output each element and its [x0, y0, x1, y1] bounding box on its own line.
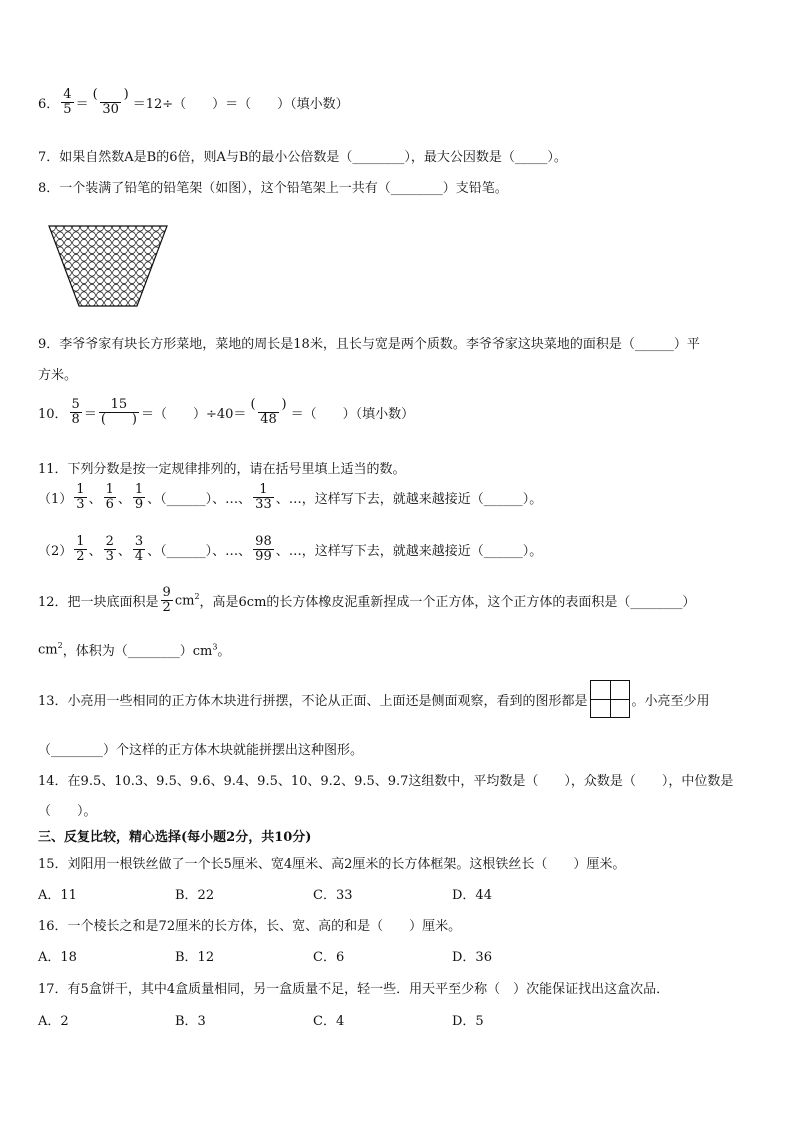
- question-14-line-1: 14．在9.5、10.3、9.5、9.6、9.4、9.5、10、9.2、9.5、9.7这组数中，平均数是（ ），众数是（ ），中位数是: [38, 774, 734, 789]
- q12-unit: $cm^2$: [174, 591, 200, 609]
- q10-fraction-2: $\frac{15}{( )}$: [100, 397, 137, 427]
- q13-post: 。小亮至少用: [631, 693, 710, 709]
- q11-2-frac-c: $\frac{3}{4}$: [134, 534, 144, 564]
- question-12-line-2: [38, 640, 230, 659]
- q10-equals: ＝: [83, 406, 97, 422]
- question-10: [38, 398, 414, 426]
- q15-option-b[interactable]: B．22: [175, 888, 215, 903]
- q11-2-frac-a: $\frac{1}{2}$: [76, 534, 85, 564]
- q11-2-rest: 、…，这样写下去，就越来越接近（______）。: [275, 543, 543, 559]
- question-14-line-2: （ ）。: [38, 804, 97, 819]
- q11-1-frac-c: $\frac{1}{9}$: [134, 482, 144, 512]
- question-7: 7．如果自然数A是B的6倍，则A与B的最小公倍数是（________），最大公因数是（_____）。: [38, 150, 567, 165]
- q16-option-d[interactable]: D．36: [452, 950, 492, 965]
- question-11: 11．下列分数是按一定规律排列的，请在括号里填上适当的数。: [38, 462, 406, 477]
- two-by-two-square-figure: [590, 680, 630, 718]
- q6-fraction-2: $\frac{( )}{30}$: [92, 87, 129, 117]
- question-9-line-1: 9．李爷爷家有块长方形菜地，菜地的周长是18米，且长与宽是两个质数。李爷爷家这块菜地的面积是（______）平: [38, 337, 700, 352]
- q10-number: 10．: [38, 406, 68, 422]
- q16-option-c[interactable]: C．6: [313, 950, 345, 965]
- q10-rest: ＝（ ）（填小数）: [290, 406, 415, 422]
- question-13-line-1: [38, 680, 710, 718]
- q11-2-frac-e: $\frac{98}{99}$: [255, 534, 272, 564]
- q6-equals: ＝: [75, 96, 89, 112]
- q11-2-frac-b: $\frac{2}{3}$: [105, 534, 114, 564]
- q11-1-mid: 、（______）、…、: [147, 491, 252, 507]
- q11-2-label: （2）: [38, 543, 73, 559]
- q12-volume: ，体积为$(\_\_\_\_\_\_\_\_)cm^3$: [62, 642, 218, 659]
- q12-end: 。: [217, 644, 231, 659]
- q15-option-c[interactable]: C．33: [313, 888, 353, 903]
- question-11-part-1: （1） $\frac{1}{3}$ 、 $\frac{1}{6}$ 、 $\frac{1}{9}$ 、（______）、…、 $\frac{1}{33}$ 、…，这样写下去，就越来越接近（______）。: [38, 482, 543, 512]
- question-15: 15．刘阳用一根铁丝做了一个长5厘米、宽4厘米、高2厘米的长方体框架。这根铁丝长（ ）厘米。: [38, 857, 626, 872]
- q17-option-b[interactable]: B．3: [175, 1014, 206, 1029]
- q10-fraction-1: $\frac{5}{8}$: [71, 397, 80, 427]
- question-16: 16．一个棱长之和是72厘米的长方体，长、宽、高的和是（ ）厘米。: [38, 919, 462, 934]
- question-6: [38, 88, 349, 116]
- q17-option-c[interactable]: C．4: [313, 1014, 345, 1029]
- q11-1-frac-b: $\frac{1}{6}$: [105, 482, 114, 512]
- question-13-line-2: （________）个这样的正方体木块就能拼摆出这种图形。: [38, 743, 364, 758]
- q17-option-a[interactable]: A．2: [38, 1014, 69, 1029]
- q11-1-label: （1）: [38, 491, 73, 507]
- q6-number: 6．: [38, 96, 60, 112]
- q17-option-d[interactable]: D．5: [452, 1014, 484, 1029]
- q11-2-mid: 、（______）、…、: [147, 543, 252, 559]
- question-11-part-2: （2） $\frac{1}{2}$ 、 $\frac{2}{3}$ 、 $\frac{3}{4}$ 、（______）、…、 $\frac{98}{99}$ 、…，这样写下去，就越来越接近（______）。: [38, 534, 543, 564]
- q16-option-a[interactable]: A．18: [38, 950, 77, 965]
- pencil-holder-figure: [48, 224, 168, 308]
- q12-post: ，高是6cm的长方体橡皮泥重新捏成一个正方体，这个正方体的表面积是（________）: [199, 594, 696, 610]
- q11-1-rest: 、…，这样写下去，就越来越接近（______）。: [275, 491, 543, 507]
- q6-fraction-1: $\frac{4}{5}$: [63, 87, 72, 117]
- q10-mid: ＝（ ）÷40＝: [141, 406, 247, 422]
- q12-cm2: $cm^2$: [38, 641, 63, 658]
- q6-rest: ＝12÷（ ）＝（ ）（填小数）: [132, 96, 349, 112]
- q11-1-frac-e: $\frac{1}{33}$: [255, 482, 272, 512]
- q10-fraction-3: $\frac{( )}{48}$: [250, 397, 287, 427]
- question-8: 8．一个装满了铅笔的铅笔架（如图），这个铅笔架上一共有（________）支铅笔。: [38, 181, 508, 196]
- q12-fraction: $\frac{9}{2}$: [162, 585, 171, 615]
- q12-pre: 12．把一块底面积是: [38, 594, 159, 610]
- question-12-line-1: [38, 586, 695, 614]
- question-17: 17．有5盒饼干，其中4盒质量相同，另一盒质量不足，轻一些．用天平至少称（ ）次能保证找出这盒次品．: [38, 982, 670, 997]
- q13-pre: 13．小亮用一些相同的正方体木块进行拼摆，不论从正面、上面还是侧面观察，看到的图形都是: [38, 693, 588, 709]
- q15-option-d[interactable]: D．44: [452, 888, 492, 903]
- q11-1-frac-a: $\frac{1}{3}$: [76, 482, 85, 512]
- section-3-heading: 三、反复比较，精心选择(每小题2分，共10分): [38, 830, 312, 845]
- q15-option-a[interactable]: A．11: [38, 888, 77, 903]
- q16-option-b[interactable]: B．12: [175, 950, 215, 965]
- question-9-line-2: 方米。: [38, 368, 78, 383]
